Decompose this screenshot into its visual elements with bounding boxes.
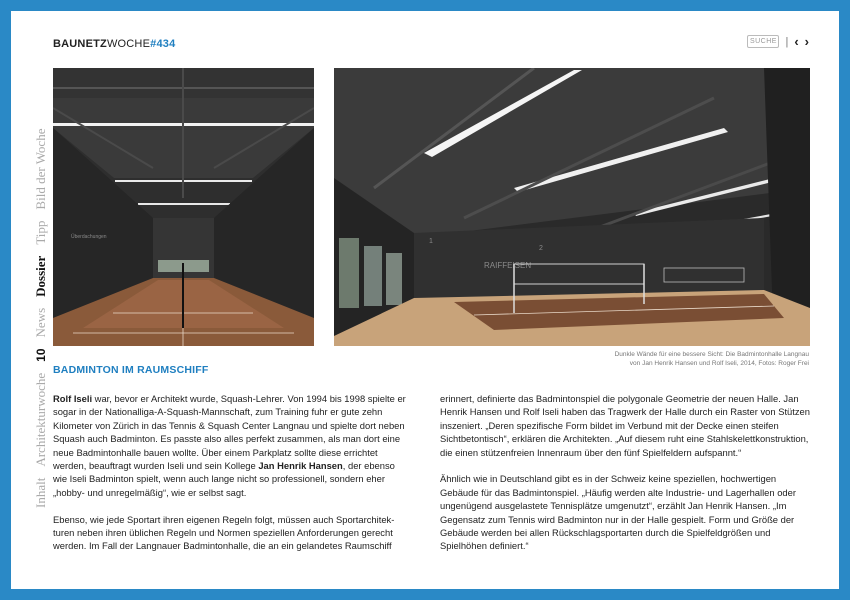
coauthor-name: Jan Henrik Hansen [258,460,343,472]
sidenav-item-bild-der-woche[interactable]: Bild der Woche [33,128,48,210]
hall-photo-right [334,68,810,346]
header-nav [747,35,809,48]
hall-photo-left [53,68,314,346]
brand-logo[interactable] [53,38,175,50]
court-number-2: 2 [539,245,543,252]
brand-part-2: WOCHE [106,38,151,50]
brand-part-1: BAUNETZ [53,38,107,50]
hall-sign-right: RAIFFEISEN [484,261,532,270]
nav-separator: | [785,35,789,48]
article-paragraph: Ebenso, wie jede Sportart ihren eigenen Regeln folgt, müssen auch Sportarchitekturen neben ihren üblichen Regeln und Normen speziellen Anforderungen gerecht werden. Im Fall der Langnauer Badmintonhalle, die an ein gelandetes Raumschiff [53,513,395,552]
prev-page-arrow-icon[interactable]: ‹ [794,34,799,49]
issue-number: #434 [150,38,176,50]
sidenav-item-dossier[interactable]: Dossier [33,255,48,297]
photo-caption [549,350,809,368]
article-headline: BADMINTON IM RAUMSCHIFF [53,364,209,376]
magazine-page [11,11,839,589]
caption-line-1: Dunkle Wände für eine bessere Sicht: Die Badmintonhalle Langnau [614,351,809,358]
article-column-2 [440,392,810,566]
author-name: Rolf Iseli [53,393,93,404]
sidenav-item-architekturwoche[interactable]: Architekturwoche [33,372,48,467]
sidenav-item-news[interactable]: News [33,307,48,338]
article-paragraph: erinnert, definierte das Badmintonspiel die polygonale Geometrie der neuen Halle. Jan Henrik Hansen und Rolf Iseli haben das Tragwerk der Halle durch ein Raster von Stützen inszeniert. „Deren spezifische Form bildet im Verbund mit der Decke einen steifen Sichtbetontisch“, erklären die Architekten. „Auf diesem ruht eine Stahlskelettkonstruktion, die einen stützenfreien Innenraum über den fünf Spielfeldern aufspannt.“ [440,393,810,458]
sidenav-item-tipp[interactable]: Tipp [33,220,48,245]
next-page-arrow-icon[interactable]: › [804,34,809,49]
article-paragraph: Ähnlich wie in Deutschland gibt es in der Schweiz keine speziellen, hochwertigen Gebäude für das Badmintonspiel. „Häufig werden alte Industrie- und Lagerhallen oder ungenügend ausgelastete Tennisplätze umgenutzt“, erzählt Jan Henrik Hansen. „Im Gegensatz zum Tennis wird Badminton nur in der Halle gespielt. Form und Größe der Gebäude werden bei allen Rückschlagsportarten durch die Spielfeldgrößen und Spielhöhen definiert.“ [440,473,796,552]
search-button[interactable]: SUCHE [747,35,779,48]
court-number-1: 1 [429,238,433,245]
caption-line-2: von Jan Henrik Hansen und Rolf Iseli, 2014, Fotos: Roger Frei [629,360,809,367]
article-paragraph: Rolf Iseli war, bevor er Architekt wurde, Squash-Lehrer. Von 1994 bis 1998 spielte er sogar in der Nationalliga-A-Squash-Mannschaft, zum Training fuhr er gute zehn Kilometer von Zürich in das Tennis & Squash Center Langnau und spielte dort neben Squash auch Badminton. Es passte also alles perfekt zusammen, als man dort eine neue Badmintonhalle bauen wollte. Über einem Parkplatz sollte diese errichtet werden, beauftragt wurden Iseli und sein Kollege Jan Henrik Hansen, der ebenso wie Iseli Badminton spielt, wenn auch lange nicht so professionell, sondern eher „hobby- und unregelmäßig“, wie er selbst sagt. [53,393,406,498]
article-column-1 [53,392,410,566]
side-navigation [11,68,48,508]
hall-sign-left: Überdachungen [71,234,107,240]
sidenav-page-number: 10 [34,348,48,362]
sidenav-item-inhalt[interactable]: Inhalt [33,477,48,508]
